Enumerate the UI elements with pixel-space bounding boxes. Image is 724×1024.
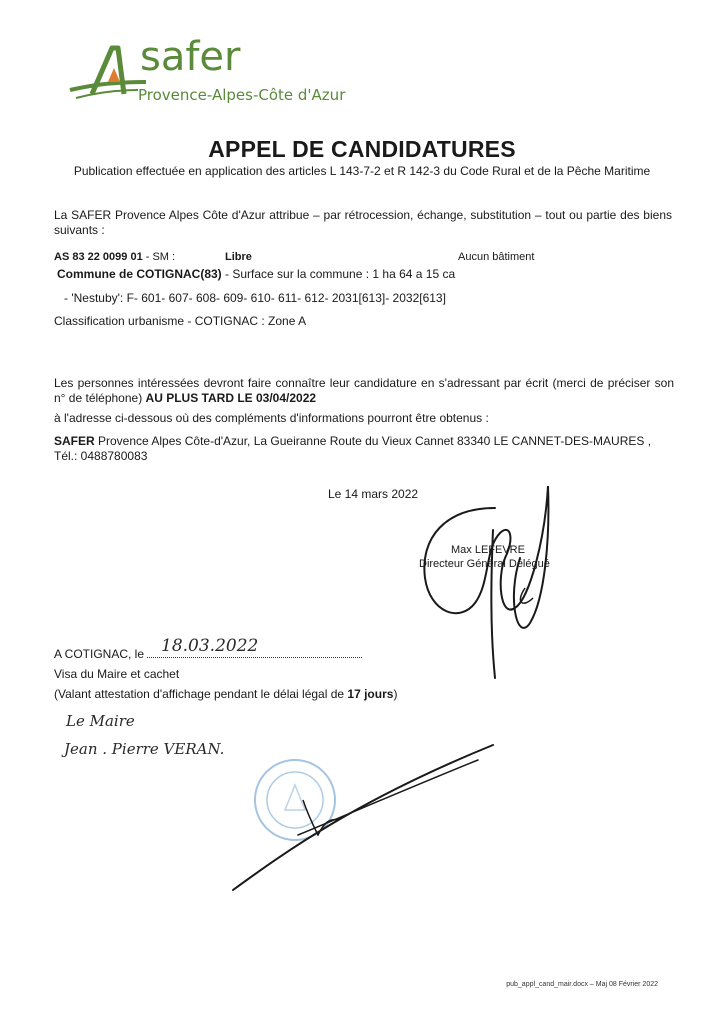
- attestation-days: 17 jours: [347, 687, 394, 701]
- logo-region: Provence-Alpes-Côte d'Azur: [138, 86, 346, 104]
- property-building: Aucun bâtiment: [458, 251, 535, 263]
- application-address: Provence Alpes Côte-d'Azur, La Gueiranne Route du Vieux Cannet 83340 LE CANNET-DES-MAURES ,: [94, 434, 652, 448]
- property-reference: AS 83 22 0099 01: [54, 251, 143, 263]
- signature-date: Le 14 mars 2022: [328, 487, 419, 501]
- document-subtitle: Publication effectuée en application des articles L 143-7-2 et R 142-3 du Code Rural et de la Pêche Maritime: [73, 164, 651, 178]
- signature-name: Max LEFEVRE: [451, 544, 525, 556]
- property-sm-label: - SM :: [145, 251, 176, 263]
- safer-logo-mark-icon: [68, 42, 148, 102]
- signature-role: Directeur Général Délégué: [419, 558, 550, 570]
- mayor-place-label: A COTIGNAC, le: [54, 647, 145, 661]
- safer-logo: [68, 34, 348, 117]
- application-org: SAFER: [54, 434, 95, 448]
- property-zoning: Classification urbanisme - COTIGNAC : Zone A: [54, 314, 307, 328]
- property-surface: - Surface sur la commune : 1 ha 64 a 15 ca: [221, 267, 456, 281]
- footer-filename: pub_appl_cand_mair.docx – Maj 08 Février 2022: [506, 981, 658, 988]
- property-sm-value: Libre: [225, 251, 252, 263]
- application-paragraph: [54, 376, 674, 406]
- application-text: Les personnes intéressées devront faire connaître leur candidature en s'adressant par écrit (merci de préciser son n° de téléphone): [54, 376, 674, 405]
- attestation-close: ): [393, 687, 398, 701]
- mayor-visa: Visa du Maire et cachet: [54, 667, 180, 681]
- property-parcels: - 'Nestuby': F- 601- 607- 608- 609- 610- 611- 612- 2031[613]- 2032[613]: [64, 291, 446, 305]
- application-deadline: AU PLUS TARD LE 03/04/2022: [145, 391, 317, 405]
- mayor-handwritten-name: Jean . Pierre VERAN.: [64, 740, 225, 758]
- logo-wordmark: safer: [140, 34, 241, 80]
- application-address-line: [54, 434, 694, 448]
- document-title: APPEL DE CANDIDATURES: [208, 136, 516, 162]
- director-signature-icon: [405, 478, 575, 688]
- intro-paragraph: La SAFER Provence Alpes Côte d'Azur attribue – par rétrocession, échange, substitution – tout ou partie des biens suivants :: [54, 208, 672, 237]
- attestation-text: (Valant attestation d'affichage pendant le délai légal de: [54, 687, 348, 701]
- application-phone: Tél.: 0488780083: [54, 449, 148, 463]
- property-reference-line: [54, 251, 175, 263]
- property-commune-line: [57, 267, 455, 281]
- application-address-intro: à l'adresse ci-dessous où des compléments d'informations pourront être obtenus :: [54, 411, 489, 425]
- property-commune: Commune de COTIGNAC(83): [57, 267, 222, 281]
- mayor-handwritten-title: Le Maire: [66, 712, 135, 730]
- mayor-attestation: [54, 687, 397, 701]
- mayor-signature-icon: [228, 730, 498, 900]
- mayor-handwritten-date: 18.03.2022: [161, 636, 259, 656]
